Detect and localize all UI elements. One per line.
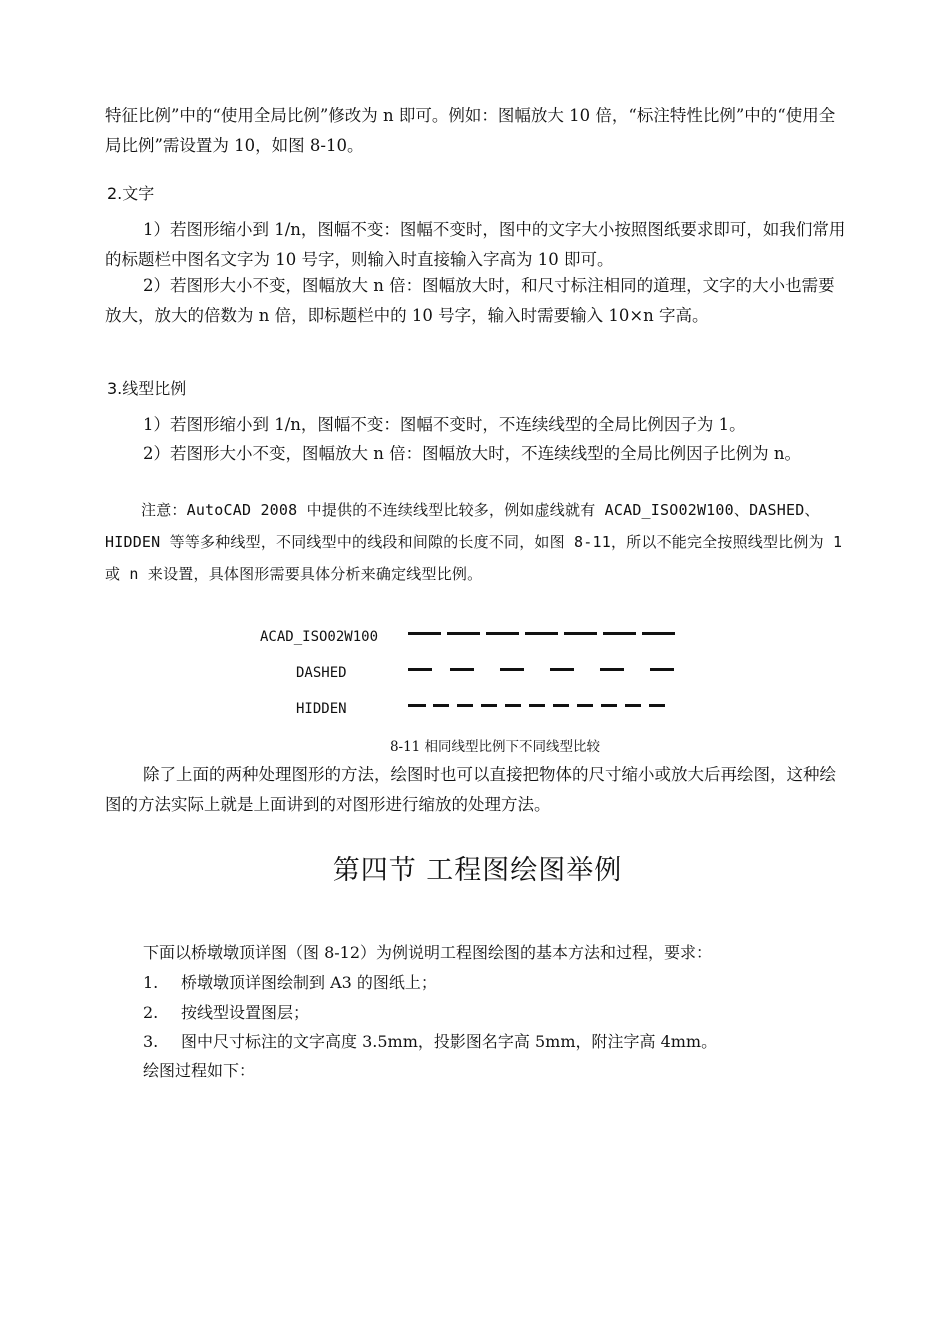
- requirement-number: 2.: [143, 1003, 159, 1022]
- linetype-item-2: 2）若图形大小不变，图幅放大 n 倍：图幅放大时，不连续线型的全局比例因子比例为 n。: [143, 444, 801, 463]
- figure-caption: 8-11 相同线型比例下不同线型比较: [389, 739, 601, 755]
- requirement-text: 按线型设置图层；: [181, 1003, 310, 1022]
- intro-paragraph: 特征比例”中的“使用全局比例”修改为 n 即可。例如：图幅放大 10 倍，“标注特性比例”中的“使用全局比例”需设置为 10，如图 8-10。: [105, 106, 836, 155]
- linetype-label-iso02w100: ACAD_ISO02W100: [260, 629, 379, 645]
- after-figure-paragraph: 除了上面的两种处理图形的方法，绘图时也可以直接把物体的尺寸缩小或放大后再绘图，这种绘图的方法实际上就是上面讲到的对图形进行缩放的处理方法。: [105, 765, 836, 814]
- section-title: 第四节 工程图绘图举例: [332, 855, 623, 886]
- section-heading-linetype: 3.线型比例: [107, 379, 187, 398]
- text-item-1: 1）若图形缩小到 1/n，图幅不变：图幅不变时，图中的文字大小按照图纸要求即可，如我们常用的标题栏中图名文字为 10 号字，则输入时直接输入字高为 10 即可。: [105, 220, 846, 269]
- linetype-sample-hidden: [408, 704, 676, 708]
- note-paragraph: 注意：AutoCAD 2008 中提供的不连续线型比较多，例如虚线就有 ACAD_ISO02W100、DASHED、HIDDEN 等等多种线型，不同线型中的线段和间隙的长度不同，如图 8-11，所以不能完全按照线型比例为 1 或 n 来设置，具体图形需要具体分析来确定线型比例。: [105, 501, 843, 583]
- linetype-item-1: 1）若图形缩小到 1/n，图幅不变：图幅不变时，不连续线型的全局比例因子为 1。: [143, 415, 746, 434]
- requirement-number: 3.: [143, 1032, 159, 1051]
- requirement-text: 桥墩墩顶详图绘制到 A3 的图纸上；: [181, 973, 437, 992]
- text-item-2: 2）若图形大小不变，图幅放大 n 倍：图幅放大时，和尺寸标注相同的道理，文字的大小也需要放大，放大的倍数为 n 倍，即标题栏中的 10 号字，输入时需要输入 10×n 字高。: [105, 276, 835, 325]
- process-intro: 绘图过程如下：: [143, 1061, 256, 1080]
- linetype-sample-dashed: [408, 668, 676, 672]
- section-heading-text: 2.文字: [107, 184, 155, 203]
- linetype-label-hidden: HIDDEN: [296, 701, 347, 717]
- requirement-item: [143, 1029, 717, 1052]
- requirement-item: [143, 1000, 309, 1023]
- requirement-text: 图中尺寸标注的文字高度 3.5mm，投影图名字高 5mm，附注字高 4mm。: [181, 1032, 718, 1051]
- linetype-label-dashed: DASHED: [296, 665, 347, 681]
- requirement-item: [143, 970, 437, 993]
- linetype-sample-iso02w100: [408, 632, 676, 636]
- requirement-number: 1.: [143, 973, 159, 992]
- requirements-intro: 下面以桥墩墩顶详图（图 8-12）为例说明工程图绘图的基本方法和过程，要求：: [143, 943, 713, 962]
